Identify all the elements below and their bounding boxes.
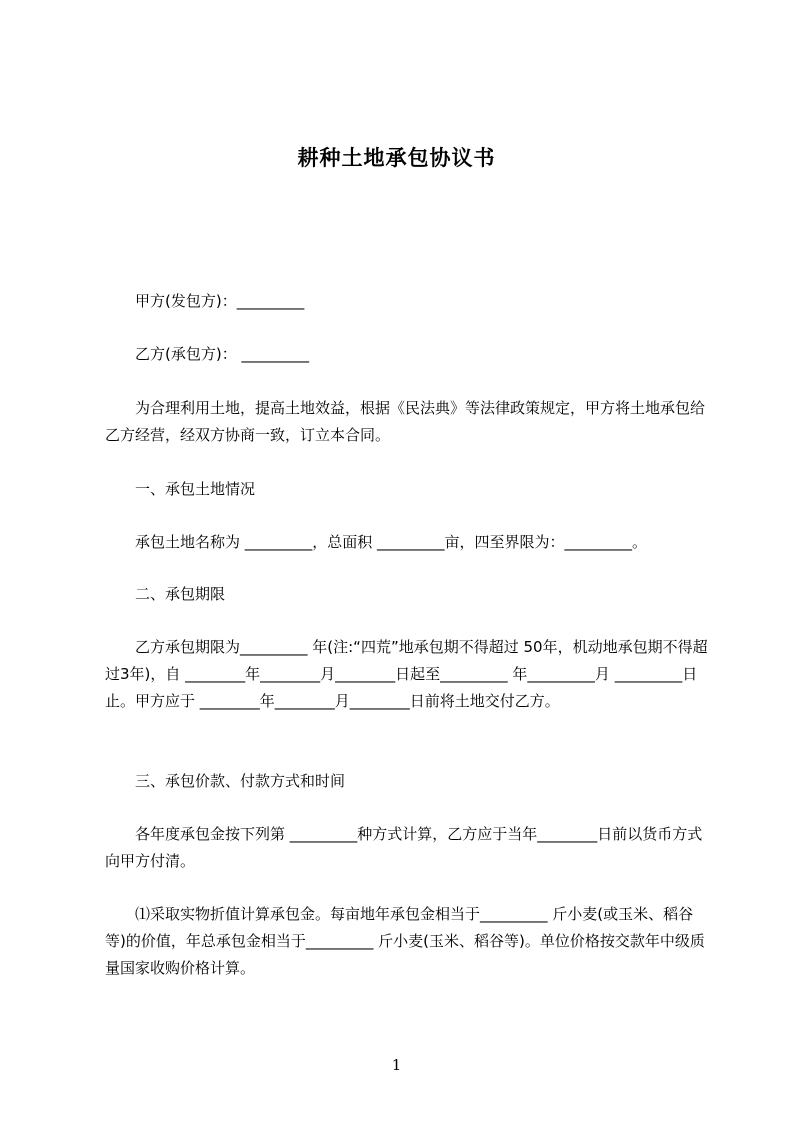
section-3-text: 各年度承包金按下列第 _________种方式计算，乙方应于当年________日前以货币方式向甲方付清。: [105, 825, 703, 870]
party-a-line: 甲方(发包方)：_________: [135, 292, 305, 310]
party-b-line: 乙方(承包方)： _________: [135, 345, 309, 363]
section-3-heading: 三、承包价款、付款方式和时间: [135, 772, 346, 790]
section-2-heading: 二、承包期限: [135, 585, 226, 603]
section-1-text: 承包土地名称为 _________，总面积 _________亩，四至界限为：_________。: [135, 533, 648, 551]
preamble-paragraph: 为合理利用土地，提高土地效益，根据《民法典》等法律政策规定，甲方将土地承包给乙方经营，经双方协商一致，订立本合同。: [105, 399, 706, 444]
section-3-item-1: ⑴采取实物折值计算承包金。每亩地年承包金相当于_________ 斤小麦(或玉米、稻谷等)的价值，年总承包金相当于_________ 斤小麦(玉米、稻谷等)。单位价格按交款年中级质量国家收购价格计算。: [105, 905, 705, 977]
section-2-text: 乙方承包期限为_________ 年(注:“四荒”地承包期不得超过 50年，机动地承包期不得超过3年)，自 ________年________月________日起至_________ 年_________月 _________日止。甲方应于 ________年________月________日前将土地交付乙方。: [105, 638, 708, 710]
page-number: 1: [391, 1056, 402, 1074]
document-title: 耕种土地承包协议书: [297, 146, 496, 170]
section-1-heading: 一、承包土地情况: [135, 480, 256, 498]
